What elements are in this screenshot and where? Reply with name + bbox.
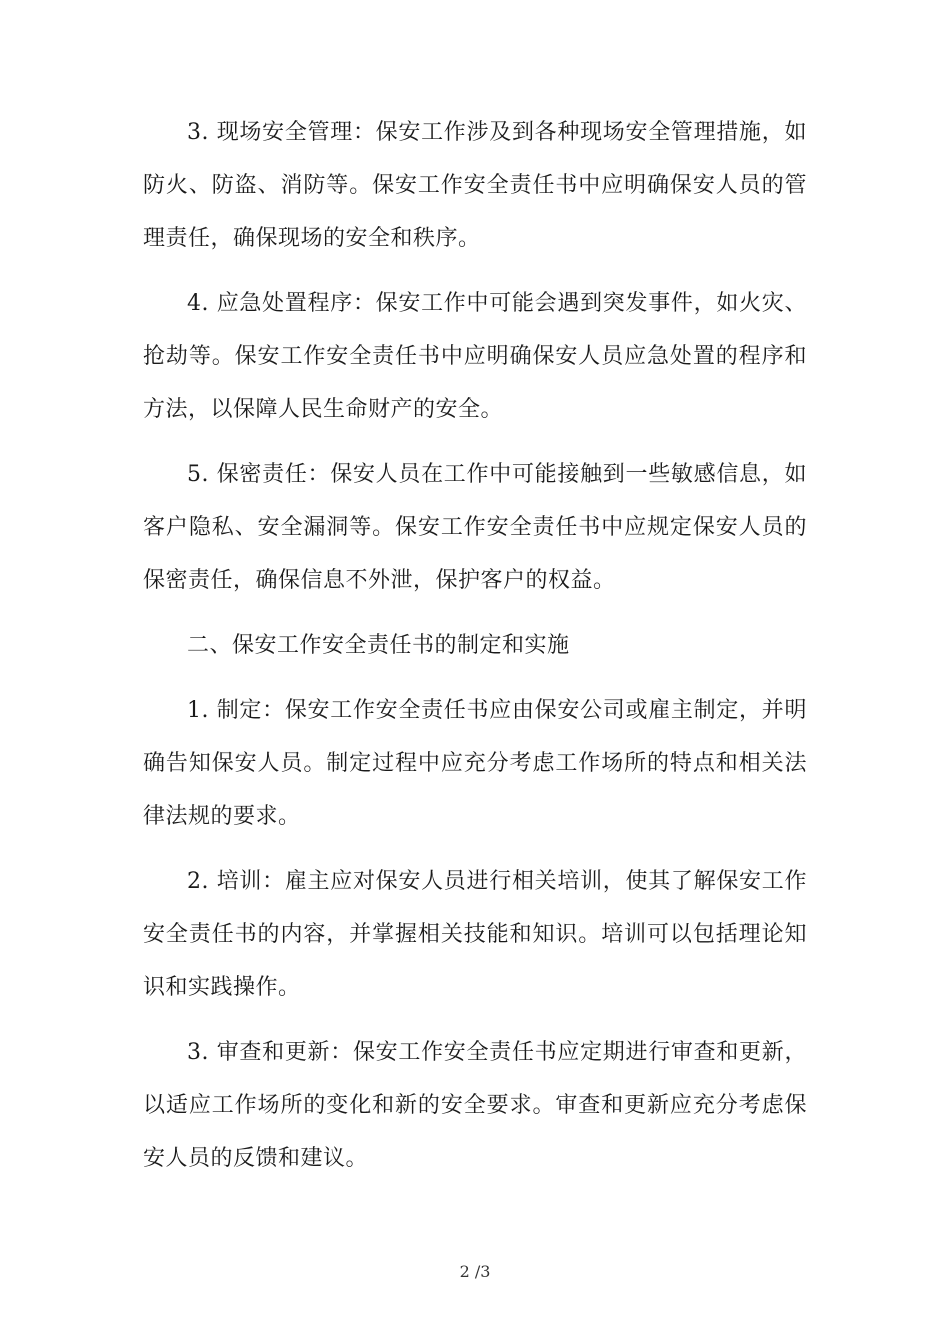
paragraph-training: 2. 培训：雇主应对保安人员进行相关培训，使其了解保安工作安全责任书的内容，并掌握相关技能和知识。培训可以包括理论知识和实践操作。 — [143, 869, 807, 1000]
paragraph-formulation: 1. 制定：保安工作安全责任书应由保安公司或雇主制定，并明确告知保安人员。制定过程中应充分考虑工作场所的特点和相关法律法规的要求。 — [143, 698, 807, 829]
paragraph-emergency-procedure: 4. 应急处置程序：保安工作中可能会遇到突发事件，如火灾、抢劫等。保安工作安全责任书中应明确保安人员应急处置的程序和方法，以保障人民生命财产的安全。 — [143, 291, 807, 422]
paragraph-review-update: 3. 审查和更新：保安工作安全责任书应定期进行审查和更新，以适应工作场所的变化和新的安全要求。审查和更新应充分考虑保安人员的反馈和建议。 — [143, 1040, 807, 1171]
document-body — [143, 106, 807, 1197]
paragraph-site-safety-management: 3. 现场安全管理：保安工作涉及到各种现场安全管理措施，如防火、防盗、消防等。保安工作安全责任书中应明确保安人员的管理责任，确保现场的安全和秩序。 — [143, 120, 807, 251]
page-number: 2 /3 — [459, 1262, 491, 1281]
paragraph-confidentiality: 5. 保密责任：保安人员在工作中可能接触到一些敏感信息，如客户隐私、安全漏洞等。保安工作安全责任书中应规定保安人员的保密责任，确保信息不外泄，保护客户的权益。 — [143, 462, 807, 593]
section-heading: 二、保安工作安全责任书的制定和实施 — [187, 633, 570, 658]
